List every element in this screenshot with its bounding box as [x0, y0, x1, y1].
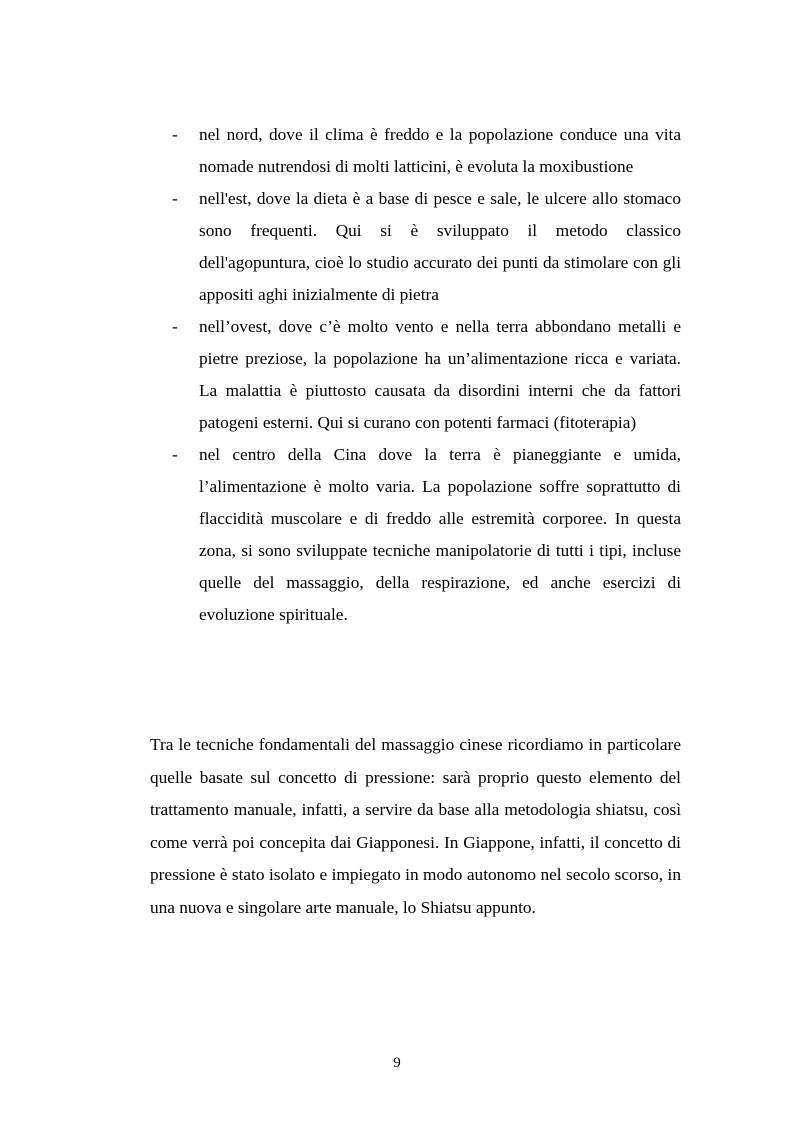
list-item-west [172, 311, 681, 439]
bullet-dash: - [172, 125, 178, 144]
bullet-dash: - [172, 189, 178, 208]
regional-techniques-list [172, 119, 681, 631]
bullet-dash: - [172, 317, 178, 336]
list-item-text: nel centro della Cina dove la terra è pianeggiante e umida, l’alimentazione è molto varia. La popolazione soffre soprattutto di flaccidità muscolare e di freddo alle estremità corporee. In questa zona, si sono sviluppate tecniche manipolatorie di tutti i tipi, incluse quelle del massaggio, della respirazione, ed anche esercizi di evoluzione spirituale. [199, 445, 681, 624]
list-item-north [172, 119, 681, 183]
list-item-center [172, 439, 681, 631]
page-number: 9 [393, 1055, 401, 1071]
list-item-text: nel nord, dove il clima è freddo e la popolazione conduce una vita nomade nutrendosi di molti latticini, è evoluta la moxibustione [199, 125, 681, 176]
list-item-text: nell'est, dove la dieta è a base di pesce e sale, le ulcere allo stomaco sono frequenti. Qui si è sviluppato il metodo classico dell'agopuntura, cioè lo studio accurato dei punti da stimolare con gli appositi aghi inizialmente di pietra [199, 189, 681, 304]
body-paragraph: Tra le tecniche fondamentali del massaggio cinese ricordiamo in particolare quelle basate sul concetto di pressione: sarà proprio questo elemento del trattamento manuale, infatti, a servire da base alla metodologia shiatsu, così come verrà poi concepita dai Giapponesi. In Giappone, infatti, il concetto di pressione è stato isolato e impiegato in modo autonomo nel secolo scorso, in una nuova e singolare arte manuale, lo Shiatsu appunto. [150, 735, 681, 917]
bullet-dash: - [172, 445, 178, 464]
list-item-east [172, 183, 681, 311]
list-item-text: nell’ovest, dove c’è molto vento e nella terra abbondano metalli e pietre preziose, la popolazione ha un’alimentazione ricca e variata. La malattia è piuttosto causata da disordini interni che da fattori patogeni esterni. Qui si curano con potenti farmaci (fitoterapia) [199, 317, 681, 432]
